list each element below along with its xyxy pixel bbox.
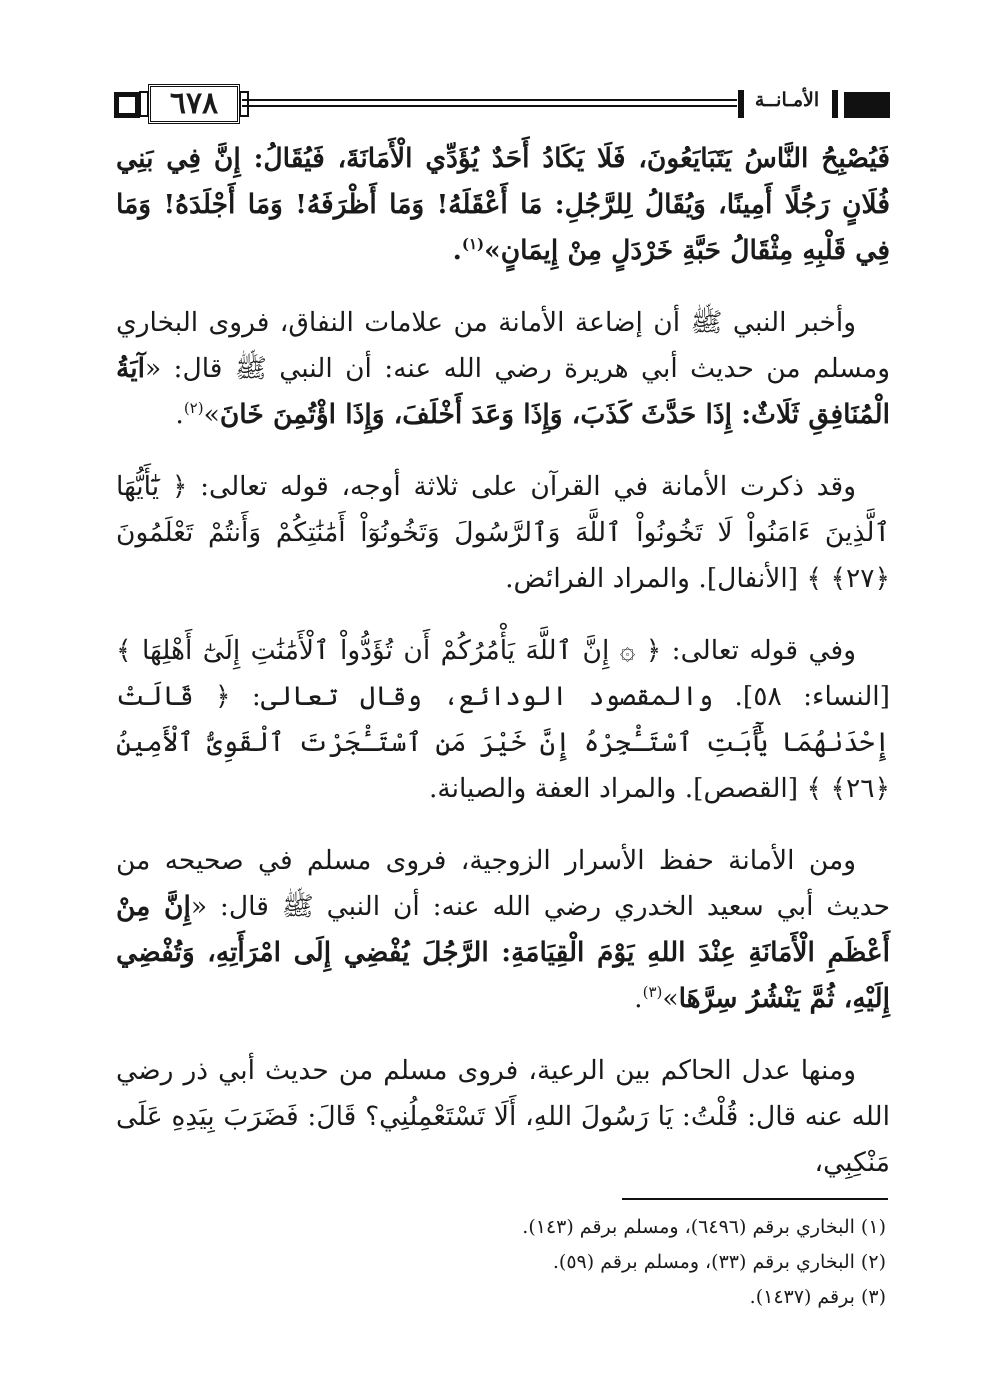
footnote-3: (٣) برقم (١٤٣٧). (749, 1286, 886, 1308)
paragraph-text: ومن الأمانة حفظ الأسرار الزوجية، فروى مسلم في صحيحه من حديث أبي سعيد الخدري رضي الله عنه: أن النبي ﷺ قال: « (116, 845, 890, 922)
footnote-ref-1: (١) (461, 235, 485, 254)
page-number: ٦٧٨ (169, 86, 219, 121)
header-ornament-block (844, 92, 890, 118)
footnote-ref-2: (٢) (183, 399, 204, 418)
header-double-rule (242, 99, 737, 107)
paragraph-2 (116, 300, 890, 438)
header-bar-right (832, 90, 838, 118)
section-title: الأمـانــة (754, 89, 820, 111)
paragraph-3 (116, 464, 890, 602)
header-ornament-square (114, 92, 140, 118)
paragraph-text: وأخبر النبي ﷺ أن إضاعة الأمانة من علامات النفاق، فروى البخاري ومسلم من حديث أبي هريرة رضي الله عنه: أن النبي ﷺ قال: « (116, 307, 890, 384)
paragraph-text: وفي قوله تعالى: ﴿ ۞ إِنَّ ٱللَّهَ يَأْمُرُكُمْ أَن تُؤَدُّواْ ٱلْأَمَٰنَٰتِ إِلَىٰٓ أَهْلِهَا ﴾ [النساء: ٥٨]. والمقصود الودائع، وقال تعالى: ﴿ قَالَتْ إِحْدَىٰهُمَا يَٰٓأَبَتِ ٱسْتَـْٔجِرْهُ إِنَّ خَيْرَ مَنِ ٱسْتَـْٔجَرْتَ ٱلْقَوِىُّ ٱلْأَمِينُ ﴿٢٦﴾ ﴾ [القصص]. والمراد العفة والصيانة. (116, 635, 890, 804)
page-body (116, 136, 890, 1212)
quote-close: » (662, 983, 679, 1014)
paragraph-text: ومنها عدل الحاكم بين الرعية، فروى مسلم من حديث أبي ذر رضي الله عنه قال: قُلْتُ: يَا رَسُولَ اللهِ، أَلَا تَسْتَعْمِلُنِي؟ قَالَ: فَضَرَبَ بِيَدِهِ عَلَى مَنْكِبِي، (116, 1055, 890, 1178)
punct: . (175, 399, 184, 430)
paragraph-4 (116, 628, 890, 812)
footnote-2: (٢) البخاري برقم (٣٣)، ومسلم برقم (٥٩). (552, 1251, 886, 1273)
hadith-text: آيَةُ الْمُنَافِقِ ثَلَاثٌ: إِذَا حَدَّثَ كَذَبَ، وَإِذَا وَعَدَ أَخْلَفَ، وَإِذَا اؤْتُمِنَ خَانَ (116, 353, 890, 430)
hadith-continuation: فَيُصْبِحُ النَّاسُ يَتَبَايَعُونَ، فَلَا يَكَادُ أَحَدٌ يُؤَدِّي الْأَمَانَةَ، فَيُقَالُ: إِنَّ فِي بَنِي فُلَانٍ رَجُلًا أَمِينًا، وَيُقَالُ لِلرَّجُلِ: مَا أَعْقَلَهُ! وَمَا أَظْرَفَهُ! وَمَا أَجْلَدَهُ! وَمَا فِي قَلْبِهِ مِثْقَالُ حَبَّةِ خَرْدَلٍ مِنْ إِيمَانٍ» (116, 143, 890, 266)
quote-close: » (203, 399, 220, 430)
hadith-text: إِنَّ مِنْ أَعْظَمِ الْأَمَانَةِ عِنْدَ اللهِ يَوْمَ الْقِيَامَةِ: الرَّجُلَ يُفْضِي إِلَى امْرَأَتِهِ، وَتُفْضِي إِلَيْهِ، ثُمَّ يَنْشُرُ سِرَّهَا (116, 891, 890, 1014)
paragraph-text: وقد ذكرت الأمانة في القرآن على ثلاثة أوجه، قوله تعالى: ﴿ يَٰٓأَيُّهَا ٱلَّذِينَ ءَامَنُواْ لَا تَخُونُواْ ٱللَّهَ وَٱلرَّسُولَ وَتَخُونُوٓاْ أَمَٰنَٰتِكُمْ وَأَنتُمْ تَعْلَمُونَ ﴿٢٧﴾ ﴾ [الأنفال]. والمراد الفرائض. (116, 471, 890, 594)
header-bar-left (738, 90, 744, 118)
paragraph-6 (116, 1048, 890, 1186)
footnotes (116, 1210, 886, 1315)
footnote-ref-3: (٣) (642, 983, 663, 1002)
page-header (114, 84, 890, 126)
footnote-1: (١) البخاري برقم (٦٤٩٦)، ومسلم برقم (١٤٣). (522, 1216, 886, 1238)
page-number-box (148, 84, 240, 124)
paragraph-5 (116, 838, 890, 1022)
punct: . (634, 983, 643, 1014)
footnote-separator (622, 1198, 888, 1200)
paragraph-1 (116, 136, 890, 274)
punct: . (452, 235, 462, 266)
